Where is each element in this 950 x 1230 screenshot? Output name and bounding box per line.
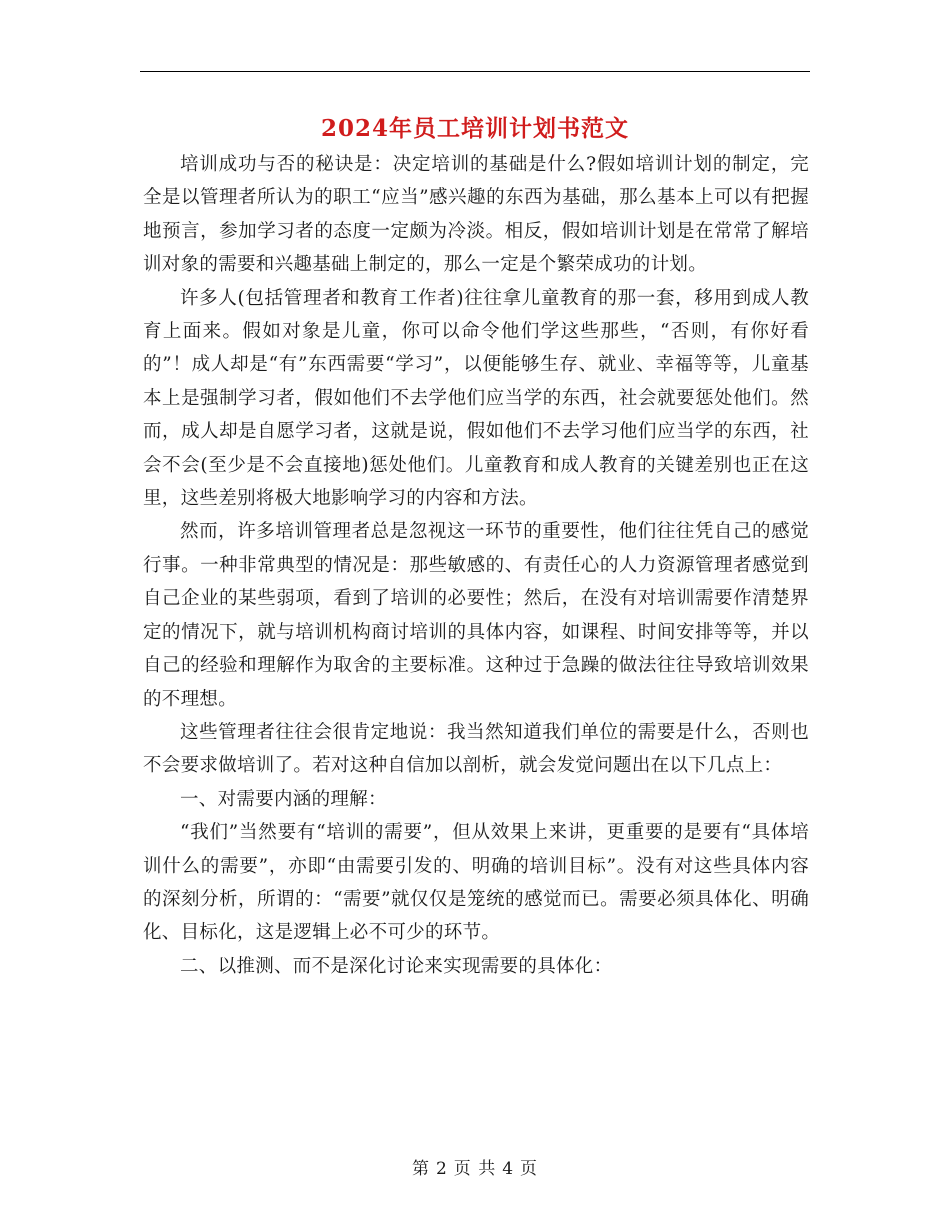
document-body bbox=[143, 148, 809, 983]
paragraph: 培训成功与否的秘诀是：决定培训的基础是什么?假如培训计划的制定，完全是以管理者所认为的职工“应当”感兴趣的东西为基础，那么基本上可以有把握地预言，参加学习者的态度一定颇为冷淡。相反，假如培训计划是在常常了解培训对象的需要和兴趣基础上制定的，那么一定是个繁荣成功的计划。 bbox=[143, 154, 809, 276]
paragraph: 这些管理者往往会很肯定地说：我当然知道我们单位的需要是什么，否则也不会要求做培训了。若对这种自信加以剖析，就会发觉问题出在以下几点上： bbox=[143, 721, 809, 777]
section-heading: 一、对需要内涵的理解： bbox=[180, 788, 387, 810]
current-page-number: 2 bbox=[435, 1159, 448, 1179]
footer-prefix: 第 bbox=[411, 1159, 430, 1179]
paragraph: 许多人(包括管理者和教育工作者)往往拿儿童教育的那一套，移用到成人教育上面来。假如对象是儿童，你可以命令他们学这些那些，“否则，有你好看的”！成人却是“有”东西需要“学习”，以便能够生存、就业、幸福等等，儿童基本上是强制学习者，假如他们不去学他们应当学的东西，社会就要惩处他们。然而，成人却是自愿学习者，这就是说，假如他们不去学习他们应当学的东西，社会不会(至少是不会直接地)惩处他们。儿童教育和成人教育的关键差别也正在这里，这些差别将极大地影响学习的内容和方法。 bbox=[143, 287, 809, 510]
paragraph: “我们”当然要有“培训的需要”，但从效果上来讲，更重要的是要有“具体培训什么的需要”，亦即“由需要引发的、明确的培训目标”。没有对这些具体内容的深刻分析，所谓的：“需要”就仅仅是笼统的感觉而已。需要必须具体化、明确化、目标化，这是逻辑上必不可少的环节。 bbox=[143, 822, 809, 944]
page-footer bbox=[0, 1154, 950, 1179]
paragraph: 然而，许多培训管理者总是忽视这一环节的重要性，他们往往凭自己的感觉行事。一种非常典型的情况是：那些敏感的、有责任心的人力资源管理者感觉到自己企业的某些弱项，看到了培训的必要性；然后，在没有对培训需要作清楚界定的情况下，就与培训机构商讨培训的具体内容，如课程、时间安排等等，并以自己的经验和理解作为取舍的主要标准。这种过于急躁的做法往往导致培训效果的不理想。 bbox=[143, 521, 809, 710]
header-rule bbox=[140, 71, 810, 72]
document-title: 2024年员工培训计划书范文 bbox=[320, 115, 629, 142]
footer-suffix: 页 bbox=[520, 1159, 539, 1179]
footer-middle: 页 共 bbox=[453, 1159, 497, 1179]
total-page-count: 4 bbox=[502, 1159, 515, 1179]
section-heading: 二、以推测、而不是深化讨论来实现需要的具体化： bbox=[180, 955, 613, 977]
